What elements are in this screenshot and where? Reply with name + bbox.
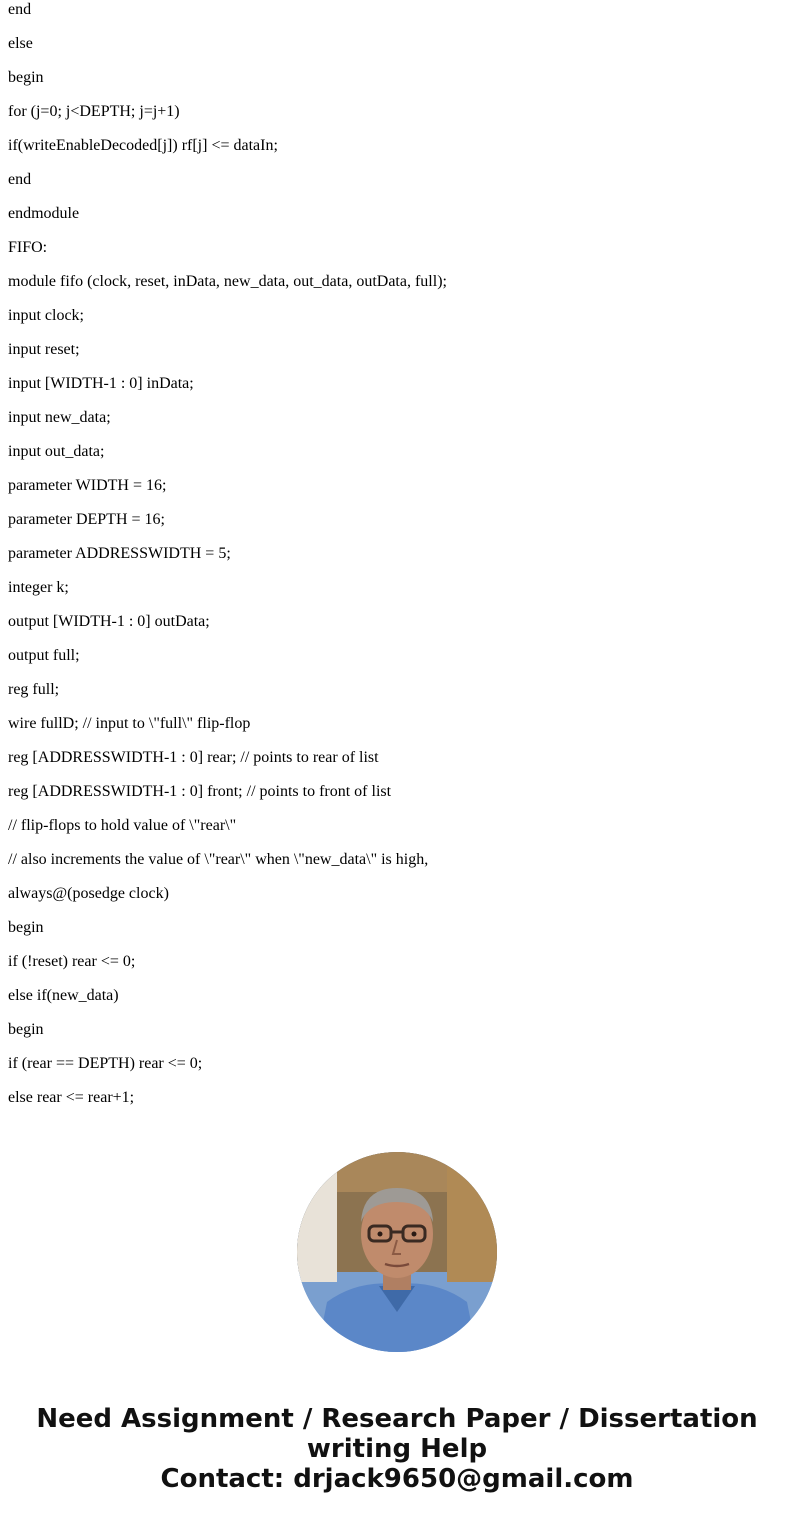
code-listing (8, 0, 447, 1122)
code-line: parameter WIDTH = 16; (8, 477, 167, 494)
code-line: if (rear == DEPTH) rear <= 0; (8, 1055, 203, 1072)
code-line: else if(new_data) (8, 987, 119, 1004)
code-line: for (j=0; j<DEPTH; j=j+1) (8, 103, 180, 120)
code-line: input reset; (8, 341, 80, 358)
code-line: FIFO: (8, 239, 48, 256)
contact-banner (0, 1404, 794, 1494)
code-line: reg [ADDRESSWIDTH-1 : 0] rear; // points to rear of list (8, 749, 379, 766)
code-line: else (8, 35, 33, 52)
code-line: if(writeEnableDecoded[j]) rf[j] <= dataIn; (8, 137, 278, 154)
code-line: parameter ADDRESSWIDTH = 5; (8, 545, 231, 562)
code-line: end (8, 171, 32, 188)
author-avatar (297, 1152, 497, 1352)
code-line: else rear <= rear+1; (8, 1089, 135, 1106)
code-line: // also increments the value of \"rear\" when \"new_data\" is high, (8, 851, 429, 868)
code-line: if (!reset) rear <= 0; (8, 953, 136, 970)
code-line: input clock; (8, 307, 84, 324)
cta-line-1: Need Assignment / Research Paper / Dissertation (36, 1404, 758, 1434)
code-line: output [WIDTH-1 : 0] outData; (8, 613, 210, 630)
code-line: input new_data; (8, 409, 111, 426)
code-line: // flip-flops to hold value of \"rear\" (8, 817, 237, 834)
person-photo-icon (297, 1152, 497, 1352)
code-line: input out_data; (8, 443, 105, 460)
code-line: always@(posedge clock) (8, 885, 169, 902)
cta-line-2: writing Help (306, 1434, 488, 1464)
code-line: module fifo (clock, reset, inData, new_data, out_data, outData, full); (8, 273, 447, 290)
code-line: begin (8, 69, 44, 86)
code-line: wire fullD; // input to \"full\" flip-flop (8, 715, 251, 732)
code-line: input [WIDTH-1 : 0] inData; (8, 375, 194, 392)
code-line: endmodule (8, 205, 80, 222)
code-line: reg full; (8, 681, 60, 698)
code-line: end (8, 1, 32, 18)
code-line: integer k; (8, 579, 69, 596)
code-line: output full; (8, 647, 80, 664)
code-line: begin (8, 919, 44, 936)
code-line: parameter DEPTH = 16; (8, 511, 165, 528)
code-line: reg [ADDRESSWIDTH-1 : 0] front; // points to front of list (8, 783, 392, 800)
contact-email: Contact: drjack9650@gmail.com (160, 1464, 634, 1494)
code-line: begin (8, 1021, 44, 1038)
